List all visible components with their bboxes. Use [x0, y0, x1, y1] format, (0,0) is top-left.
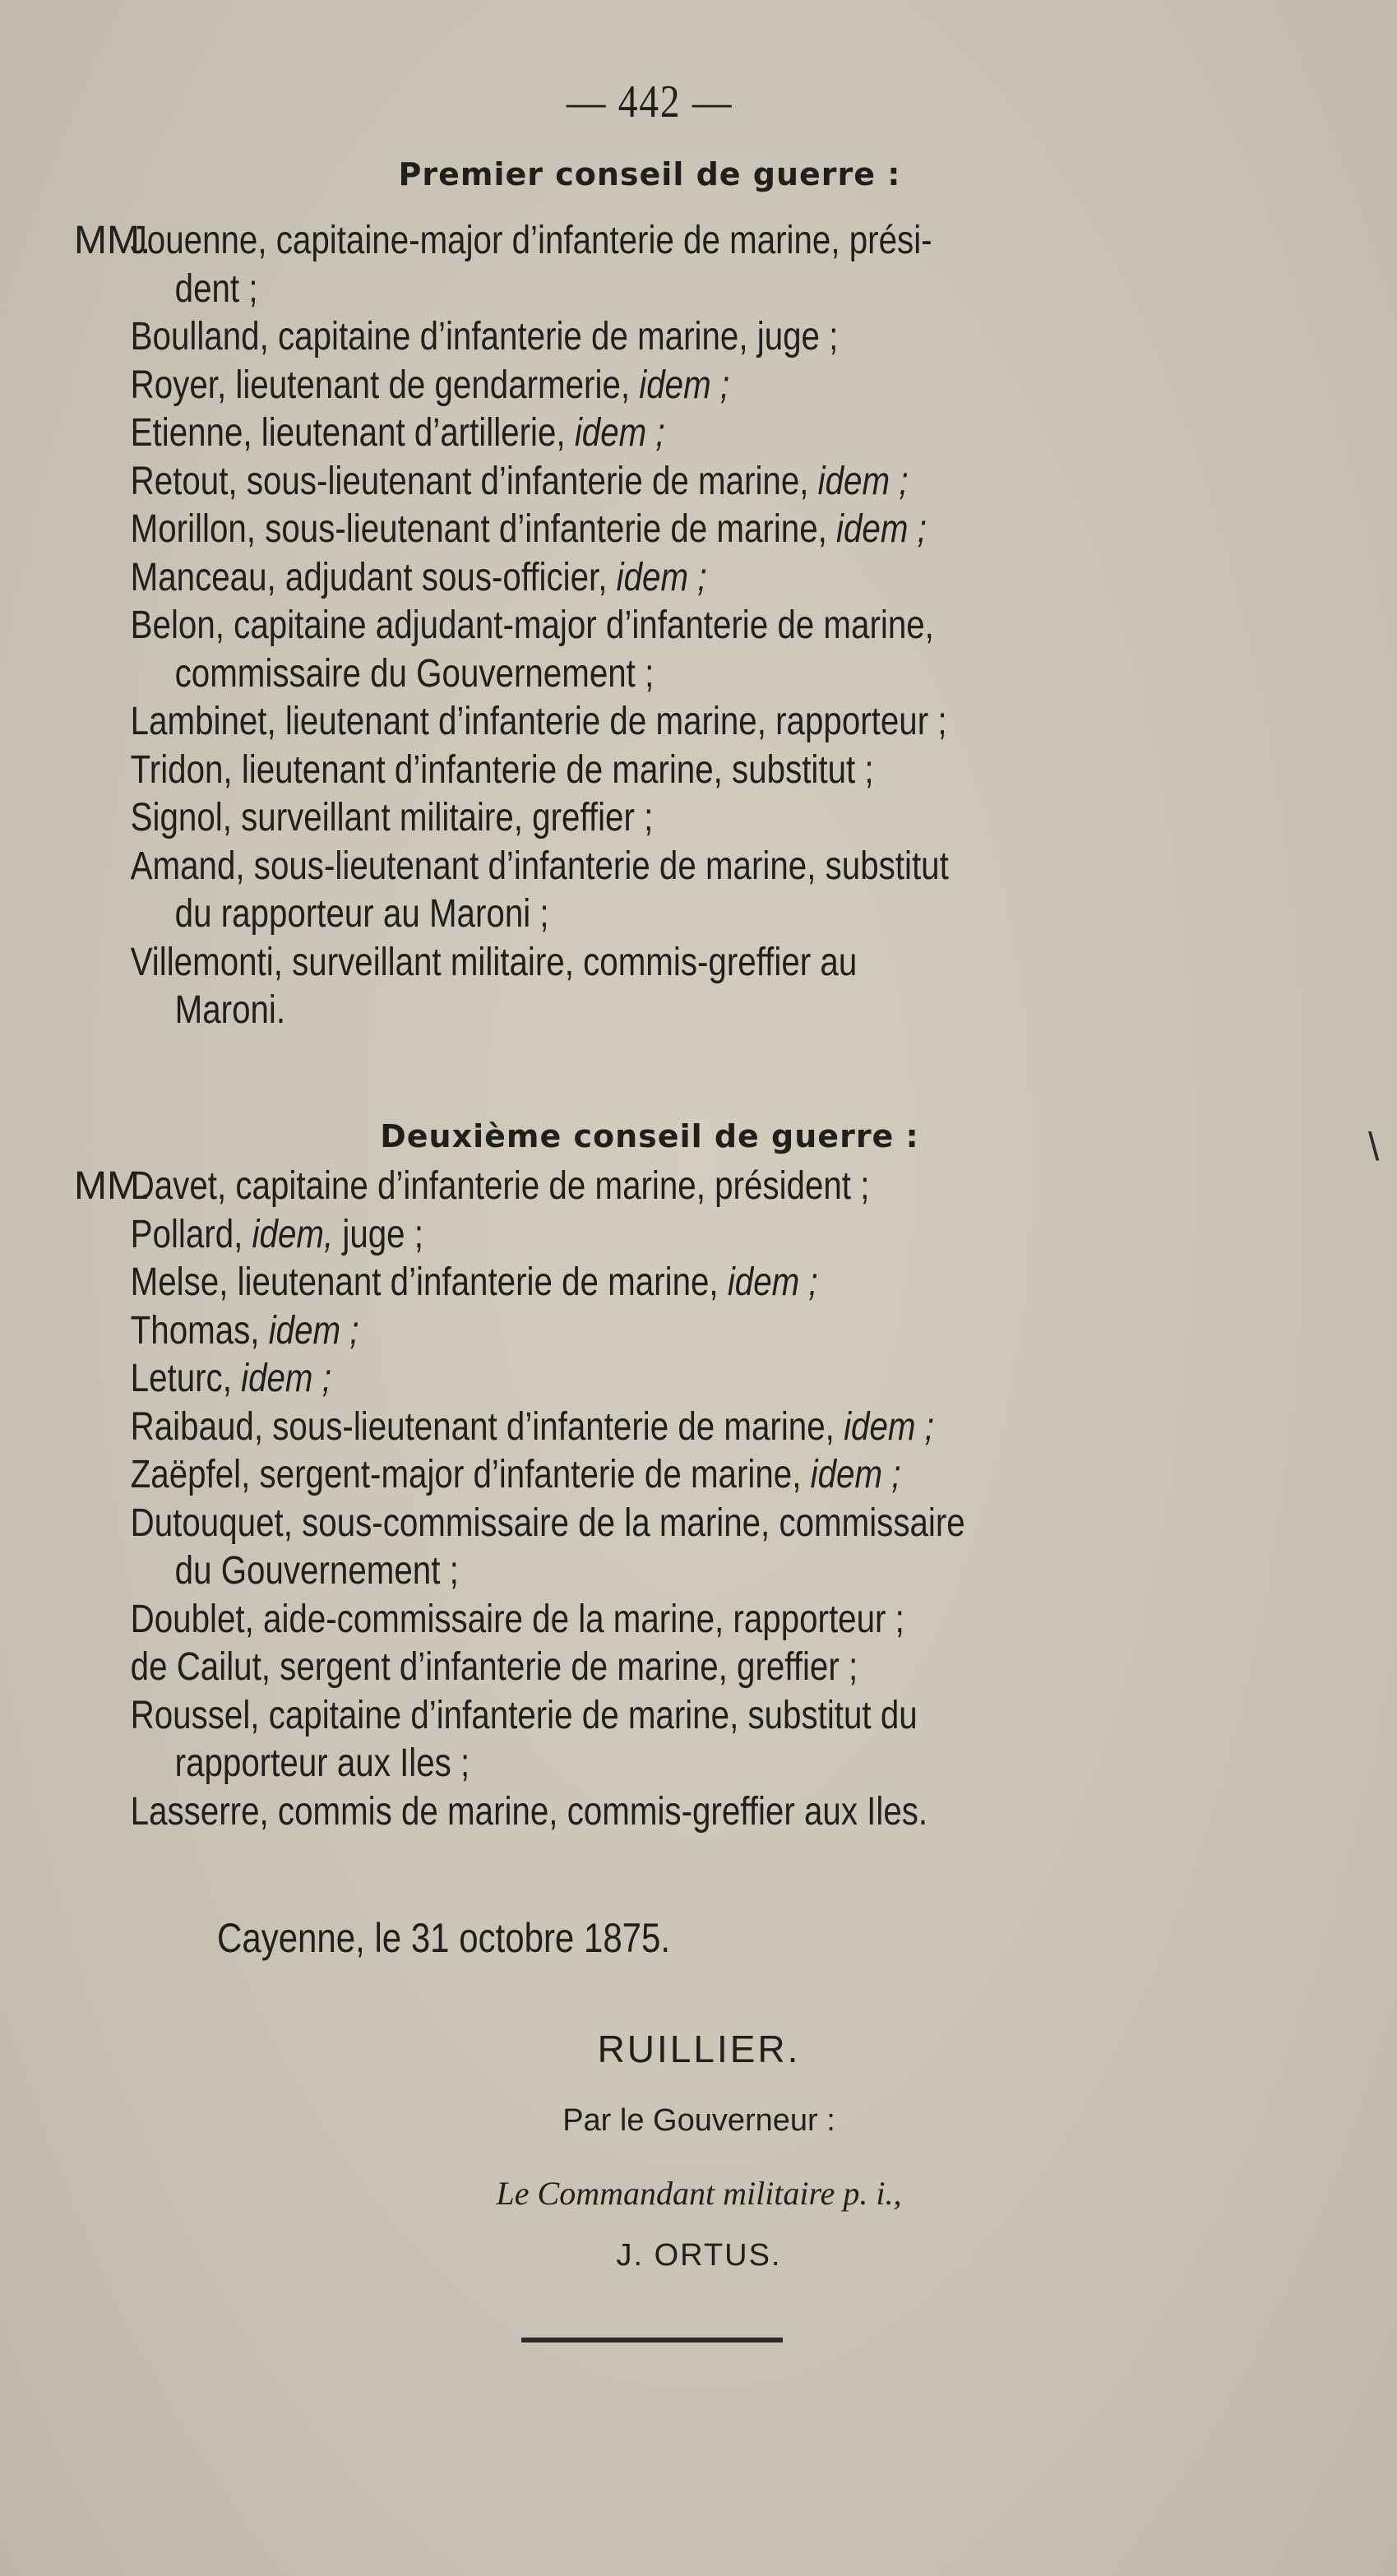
idem-text: idem ; — [817, 459, 909, 503]
council-entry — [130, 747, 1286, 795]
entry-first-line — [130, 1211, 423, 1260]
idem-text: idem ; — [810, 1453, 901, 1496]
member-name: Royer, — [130, 363, 227, 407]
entry-first-line — [130, 1596, 904, 1644]
council-entry — [130, 1404, 1286, 1452]
member-name: Lasserre, — [130, 1789, 269, 1834]
commandant-line: Le Commandant militaire p. i., — [496, 2175, 902, 2212]
council-entry — [130, 1596, 1286, 1644]
council-entry — [130, 939, 1286, 1035]
entry-continuation: commissaire du Gouvernement ; — [174, 651, 655, 696]
member-name: Doublet, — [130, 1597, 254, 1641]
entry-continuation: du rapporteur au Maroni ; — [174, 892, 549, 936]
member-name: Retout, — [130, 459, 238, 503]
entry-continuation: rapporteur aux Iles ; — [174, 1741, 470, 1785]
margin-mark: \ — [1368, 1126, 1380, 1169]
first-council-list — [74, 217, 1286, 1035]
council-entry — [130, 1451, 1286, 1500]
idem-text: idem, — [252, 1212, 334, 1256]
entry-first-line — [130, 554, 707, 603]
member-role: sous-lieutenant d’infanterie de marine, — [246, 459, 809, 503]
council-entry — [130, 1644, 1286, 1692]
entry-first-line — [130, 217, 932, 266]
idem-text: idem ; — [727, 1260, 818, 1304]
member-role: aide-commissaire de la marine, rapporteur ; — [263, 1597, 904, 1641]
council-entry — [130, 554, 1286, 603]
council-entry — [130, 458, 1286, 506]
member-role: lieutenant d’artillerie, — [261, 411, 566, 455]
council-entry — [130, 602, 1286, 698]
page-number: — 442 — — [566, 76, 733, 127]
council-entry — [130, 1355, 1286, 1404]
member-role: capitaine adjudant-major d’infanterie de marine, — [234, 604, 934, 647]
member-name: Thomas, — [130, 1308, 260, 1353]
ortus-signature: J. ORTUS. — [616, 2238, 782, 2273]
second-council-heading: Deuxième conseil de guerre : — [380, 1118, 919, 1154]
entry-continuation: du Gouvernement ; — [174, 1549, 459, 1593]
entry-first-line — [130, 939, 858, 987]
council-entry — [130, 362, 1286, 410]
entry-first-line — [130, 1644, 858, 1692]
council-entry — [130, 794, 1286, 843]
member-role: lieutenant d’infanterie de marine, substitut ; — [241, 747, 874, 792]
council-entry — [130, 1307, 1286, 1356]
council-entry — [130, 1500, 1286, 1596]
council-entry — [130, 313, 1286, 362]
member-name: Jouenne, — [130, 219, 267, 262]
entry-continuation: Maroni. — [174, 988, 286, 1032]
member-name: Signol, — [130, 796, 232, 839]
place-date-text: Cayenne, le 31 octobre 1875. — [217, 1915, 671, 1961]
entry-first-line — [130, 1692, 918, 1741]
member-name: Raibaud, — [130, 1404, 264, 1449]
member-name: Etienne, — [130, 411, 252, 455]
council-entry — [130, 843, 1286, 939]
entry-first-line — [130, 1451, 901, 1500]
member-role: surveillant militaire, greffier ; — [241, 796, 654, 839]
member-role: surveillant militaire, commis-greffier au — [292, 940, 858, 984]
member-role: lieutenant de gendarmerie, — [235, 363, 631, 407]
council-entry — [130, 1259, 1286, 1307]
idem-text: idem ; — [639, 363, 730, 407]
member-role: sous-lieutenant d’infanterie de marine, substitut — [253, 844, 949, 888]
entry-first-line — [130, 1259, 818, 1307]
council-entry — [130, 409, 1286, 458]
council-entry — [130, 1788, 1286, 1837]
council-entry — [130, 698, 1286, 747]
member-role: sous-lieutenant d’infanterie de marine, — [265, 507, 827, 551]
member-role: commis de marine, commis-greffier aux Iles. — [277, 1789, 928, 1834]
member-name: Davet, — [130, 1164, 227, 1208]
member-role: capitaine d’infanterie de marine, juge ; — [277, 315, 839, 358]
mm-prefix: MM. — [74, 1164, 151, 1208]
member-name: Morillon, — [130, 507, 257, 551]
entry-first-line — [130, 843, 949, 891]
closing-rule — [521, 2338, 783, 2342]
council-entry — [130, 217, 1286, 313]
entry-first-line — [130, 698, 947, 747]
member-role: sergent d’infanterie de marine, greffier ; — [280, 1645, 858, 1689]
member-name: Tridon, — [130, 747, 233, 792]
second-council-list — [74, 1163, 1286, 1836]
idem-text: idem ; — [616, 555, 707, 599]
member-role: capitaine-major d’infanterie de marine, prési- — [275, 219, 932, 262]
entry-first-line — [130, 458, 909, 506]
council-entry — [130, 1163, 1286, 1211]
entry-first-line — [130, 506, 927, 554]
member-role: adjudant sous-officier, — [284, 555, 608, 599]
entry-first-line — [130, 794, 654, 843]
member-role: capitaine d’infanterie de marine, substitut du — [268, 1693, 918, 1737]
entry-first-line — [130, 1307, 359, 1356]
first-council-heading: Premier conseil de guerre : — [398, 156, 901, 192]
entry-first-line — [130, 1788, 928, 1837]
member-name: Zaëpfel, — [130, 1453, 251, 1496]
council-entry — [130, 1211, 1286, 1260]
idem-text: idem ; — [268, 1308, 359, 1353]
member-name: Belon, — [130, 604, 224, 647]
member-role: lieutenant d’infanterie de marine, — [237, 1260, 719, 1304]
member-name: de Cailut, — [130, 1645, 271, 1689]
entry-first-line — [130, 1355, 331, 1404]
entry-first-line — [130, 1404, 934, 1452]
entry-first-line — [130, 362, 730, 410]
signature-name: RUILLIER. — [597, 2028, 801, 2070]
member-name: Dutouquet, — [130, 1501, 293, 1545]
member-name: Pollard, — [130, 1212, 243, 1256]
member-name: Villemonti, — [130, 940, 283, 984]
council-entry — [130, 506, 1286, 554]
idem-text: idem ; — [574, 411, 665, 455]
mm-prefix: MM. — [74, 219, 151, 262]
member-role: lieutenant d’infanterie de marine, rapporteur ; — [284, 700, 947, 743]
council-entry — [130, 1692, 1286, 1788]
member-name: Boulland, — [130, 315, 269, 358]
member-role: sergent-major d’infanterie de marine, — [259, 1453, 802, 1496]
member-role: juge ; — [342, 1212, 423, 1256]
member-role: sous-lieutenant d’infanterie de marine, — [272, 1404, 835, 1449]
entry-first-line — [130, 602, 934, 650]
idem-text: idem ; — [836, 507, 927, 551]
member-role: sous-commissaire de la marine, commissaire — [302, 1501, 965, 1545]
member-name: Lambinet, — [130, 700, 276, 743]
par-le-gouverneur: Par le Gouverneur : — [562, 2103, 835, 2138]
member-name: Roussel, — [130, 1693, 260, 1737]
entry-first-line — [130, 409, 665, 458]
member-name: Manceau, — [130, 555, 276, 599]
member-name: Amand, — [130, 844, 245, 888]
idem-text: idem ; — [844, 1404, 934, 1449]
entry-first-line — [130, 1500, 965, 1548]
idem-text: idem ; — [241, 1357, 331, 1400]
entry-first-line — [130, 313, 839, 362]
entry-first-line — [130, 1163, 870, 1211]
member-name: Leturc, — [130, 1357, 232, 1400]
member-role: capitaine d’infanterie de marine, président ; — [235, 1164, 870, 1208]
member-name: Melse, — [130, 1260, 229, 1304]
entry-continuation: dent ; — [174, 266, 258, 311]
entry-first-line — [130, 747, 874, 795]
place-date — [217, 1914, 756, 1962]
